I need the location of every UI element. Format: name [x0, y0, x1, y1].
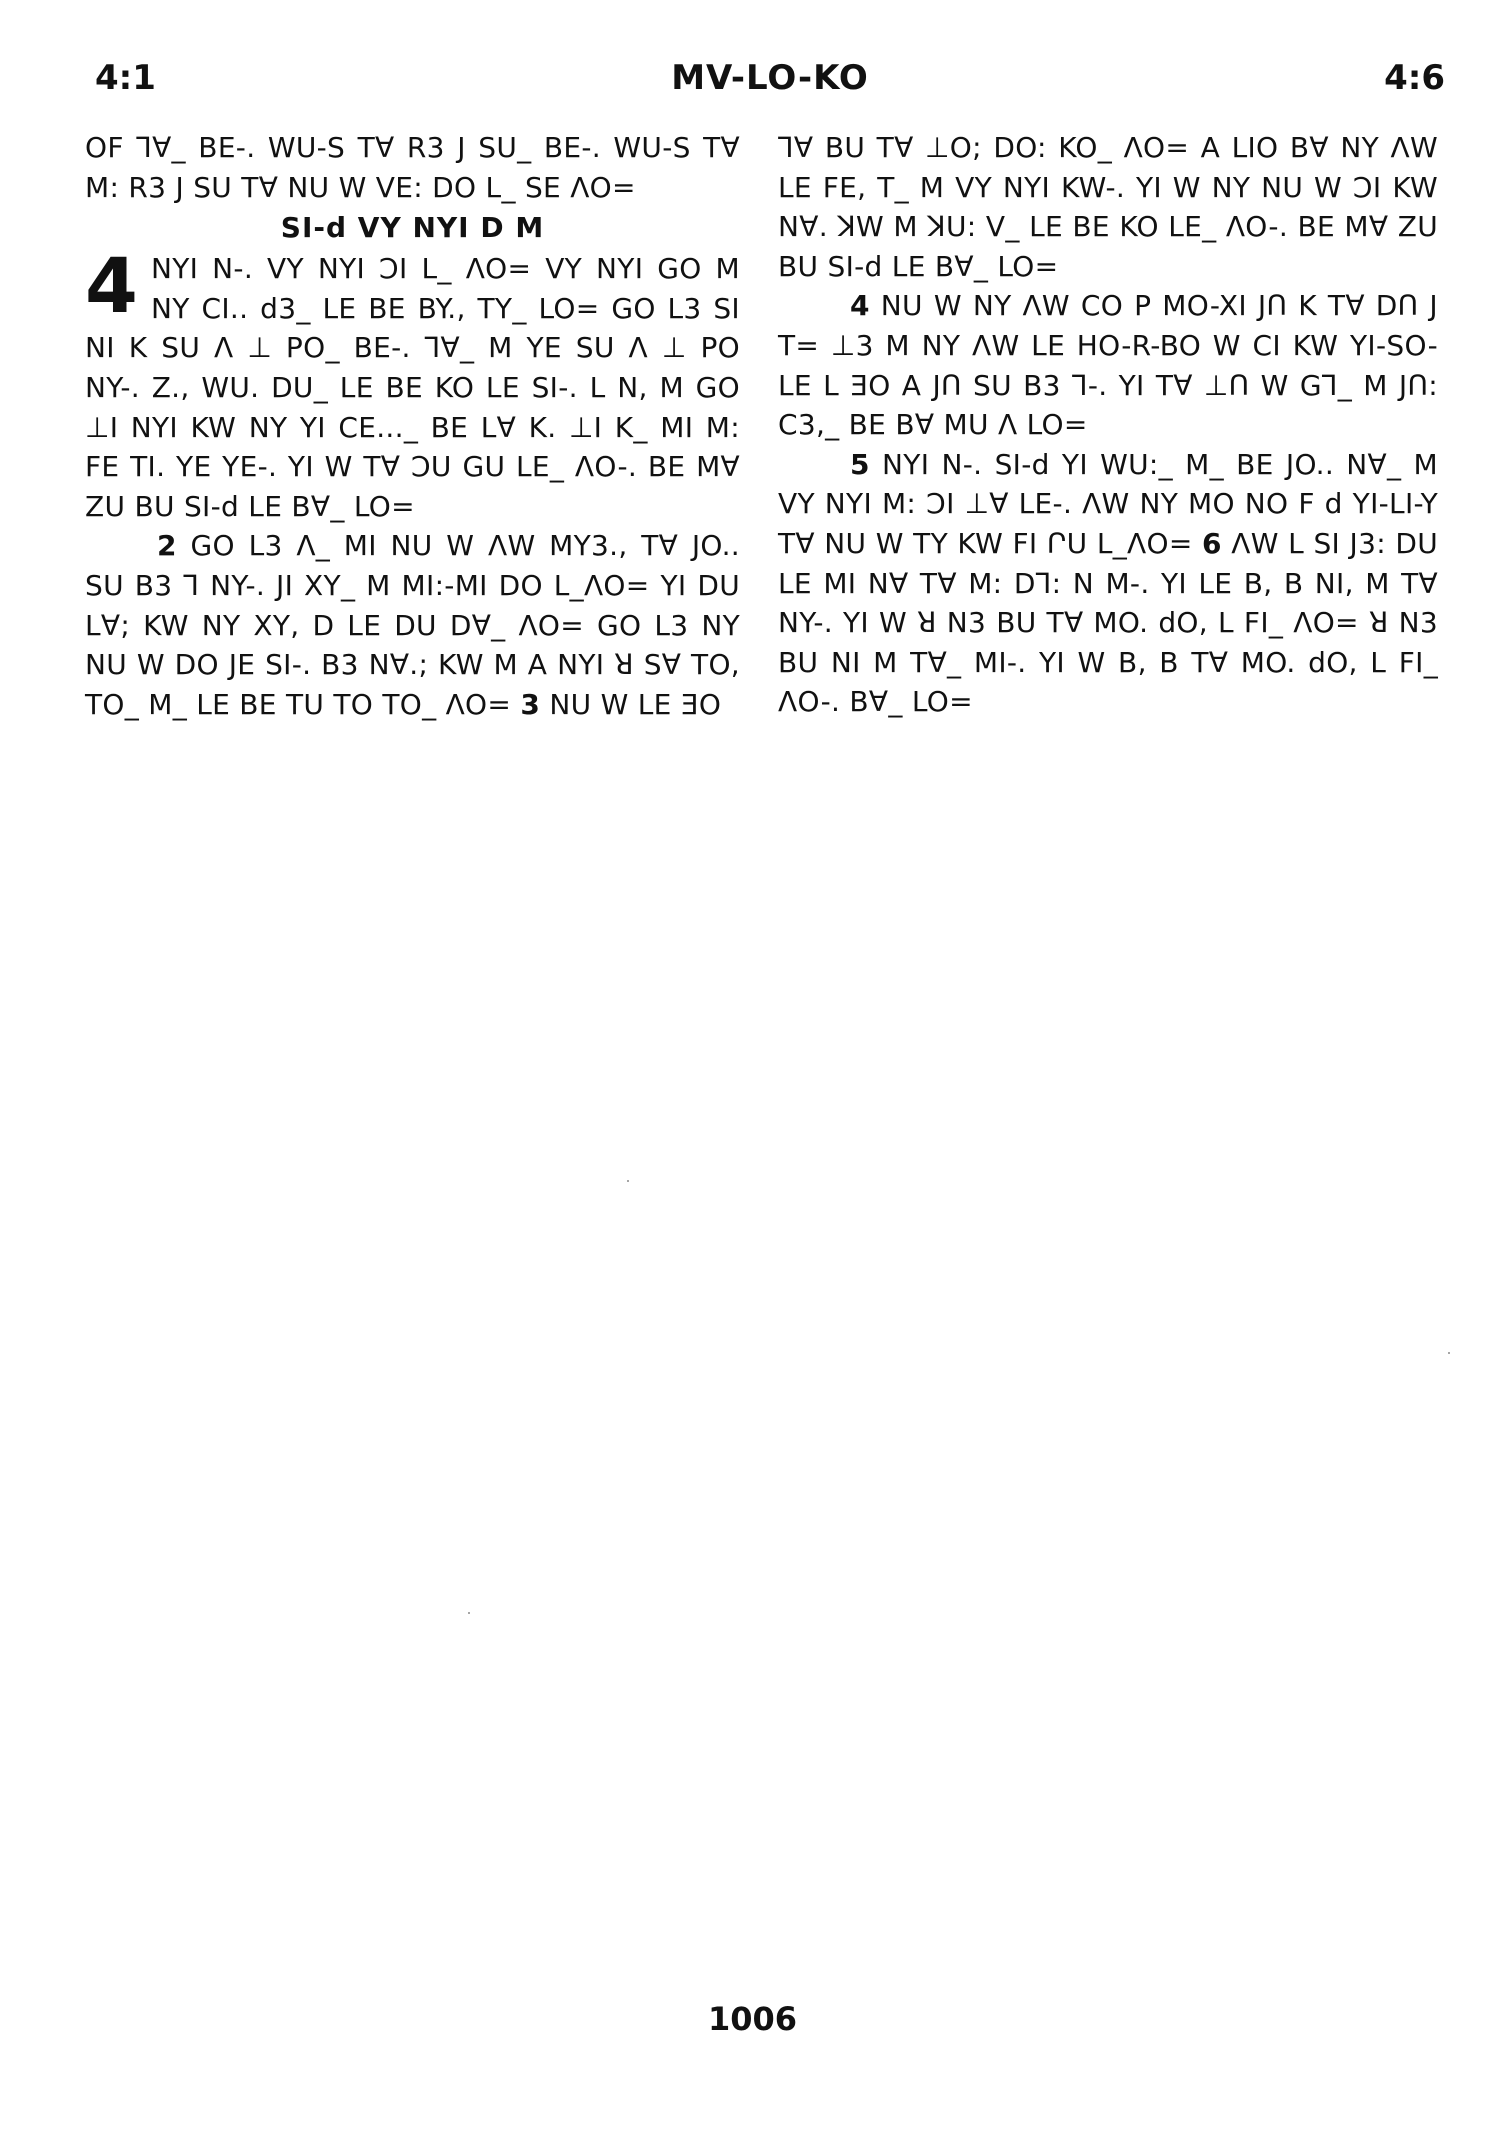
verse-number: 3 — [520, 687, 541, 721]
verse-number: 5 — [850, 447, 870, 481]
continued-paragraph: ꓶ∀ BU T∀ ⊥O; DO: KO_ ΛO= A LIO B∀ NY ΛW LE FE, T_ M VY NYI KW-. YI W NY NU W ƆI KW N∀. ꓘW M ꓘU: V_ LE BE KO LE_ ΛO-. BE M∀ ZU BU SI-d LE B∀_ LO= — [778, 131, 1438, 283]
verse-text: NU W NY ΛW CO P MO-XI JՈ K T∀ DՈ J T= ⊥3 M NY ΛW LE HO-R-BO W CI KW YI-SO-LE L ƎO A JՈ SU B3 ꓶ-. YI T∀ ⊥Ո W Gꓶ_ M JՈ: C3,_ BE B∀ MU Λ LO= — [778, 289, 1438, 442]
verse-paragraph — [778, 445, 1438, 722]
verse-text: GO L3 Λ_ MI NU W ΛW MY3., T∀ JO.. SU B3 ꓶ NY-. JI XY_ M MI:-MI DO L_ΛO= YI DU L∀; KW NY XY, D LE DU D∀_ ΛO= GO L3 NY NU W DO JE SI-. B3 N∀.; KW M A NYI ꓤ S∀ TO, TO_ M_ LE BE TU TO TO_ ΛO= — [85, 529, 741, 721]
verse-text: NYI N-. SI-d YI WU:_ M_ BE JO.. N∀_ M VY NYI M: ƆI ⊥∀ LE-. ΛW NY MO NO F d YI-LI-Y T∀ NU W TY KW FI ՐU L_ΛO= — [778, 447, 1439, 560]
verse-paragraph — [778, 286, 1438, 444]
header-reference-start: 4:1 — [95, 58, 156, 98]
scan-speck — [468, 1612, 470, 1614]
verse-number: 2 — [157, 529, 177, 563]
running-header — [95, 58, 1445, 110]
verse-text: ΛW L SI J3: DU LE MI N∀ T∀ M: Dꓶ: N M-. YI LE B, B NI, M T∀ NY-. YI W ꓤ N3 BU T∀ MO. dO, L FI_ ΛO= ꓤ N3 BU NI M T∀_ MI-. YI W B, B T∀ MO. dO, L FI_ ΛO-. B∀_ LO= — [778, 526, 1439, 719]
right-column — [778, 128, 1438, 722]
verse-paragraph — [85, 526, 740, 724]
header-book-title: MV-LO-KO — [671, 58, 869, 98]
chapter-verse-1-text: NYI N-. VY NYI ƆI L_ ΛO= VY NYI GO M NY CI.. d3_ LE BE BY., TY_ LO= GO L3 SI NI K SU Λ ⊥ PO_ BE-. ꓶ∀_ M YE SU Λ ⊥ PO NY-. Z., WU. DU_ LE BE KO LE SI-. L N, M GO ⊥I NYI KW NY YI CE..._ BE L∀ K. ⊥I K_ MI M: FE TI. YE YE-. YI W T∀ ƆU GU LE_ ΛO-. BE M∀ ZU BU SI-d LE B∀_ LO= — [85, 252, 740, 523]
verse-text: NU W LE ƎO — [549, 687, 722, 721]
verse-number: 6 — [1202, 526, 1222, 560]
left-column — [85, 128, 740, 724]
page-number: 1006 — [707, 2000, 798, 2038]
chapter-paragraph — [85, 241, 740, 526]
scan-speck — [1448, 1352, 1450, 1354]
verse-number: 4 — [850, 289, 870, 323]
continued-paragraph: OF ꓶ∀_ BE-. WU-S T∀ R3 J SU_ BE-. WU-S T∀ M: R3 J SU T∀ NU W VE: DO L_ SE ΛO= — [85, 131, 740, 204]
scan-speck — [627, 1180, 629, 1182]
section-heading: SI-d VY NYI D M — [280, 211, 545, 245]
header-reference-end: 4:6 — [1384, 58, 1445, 98]
chapter-number: 4 — [85, 241, 139, 331]
